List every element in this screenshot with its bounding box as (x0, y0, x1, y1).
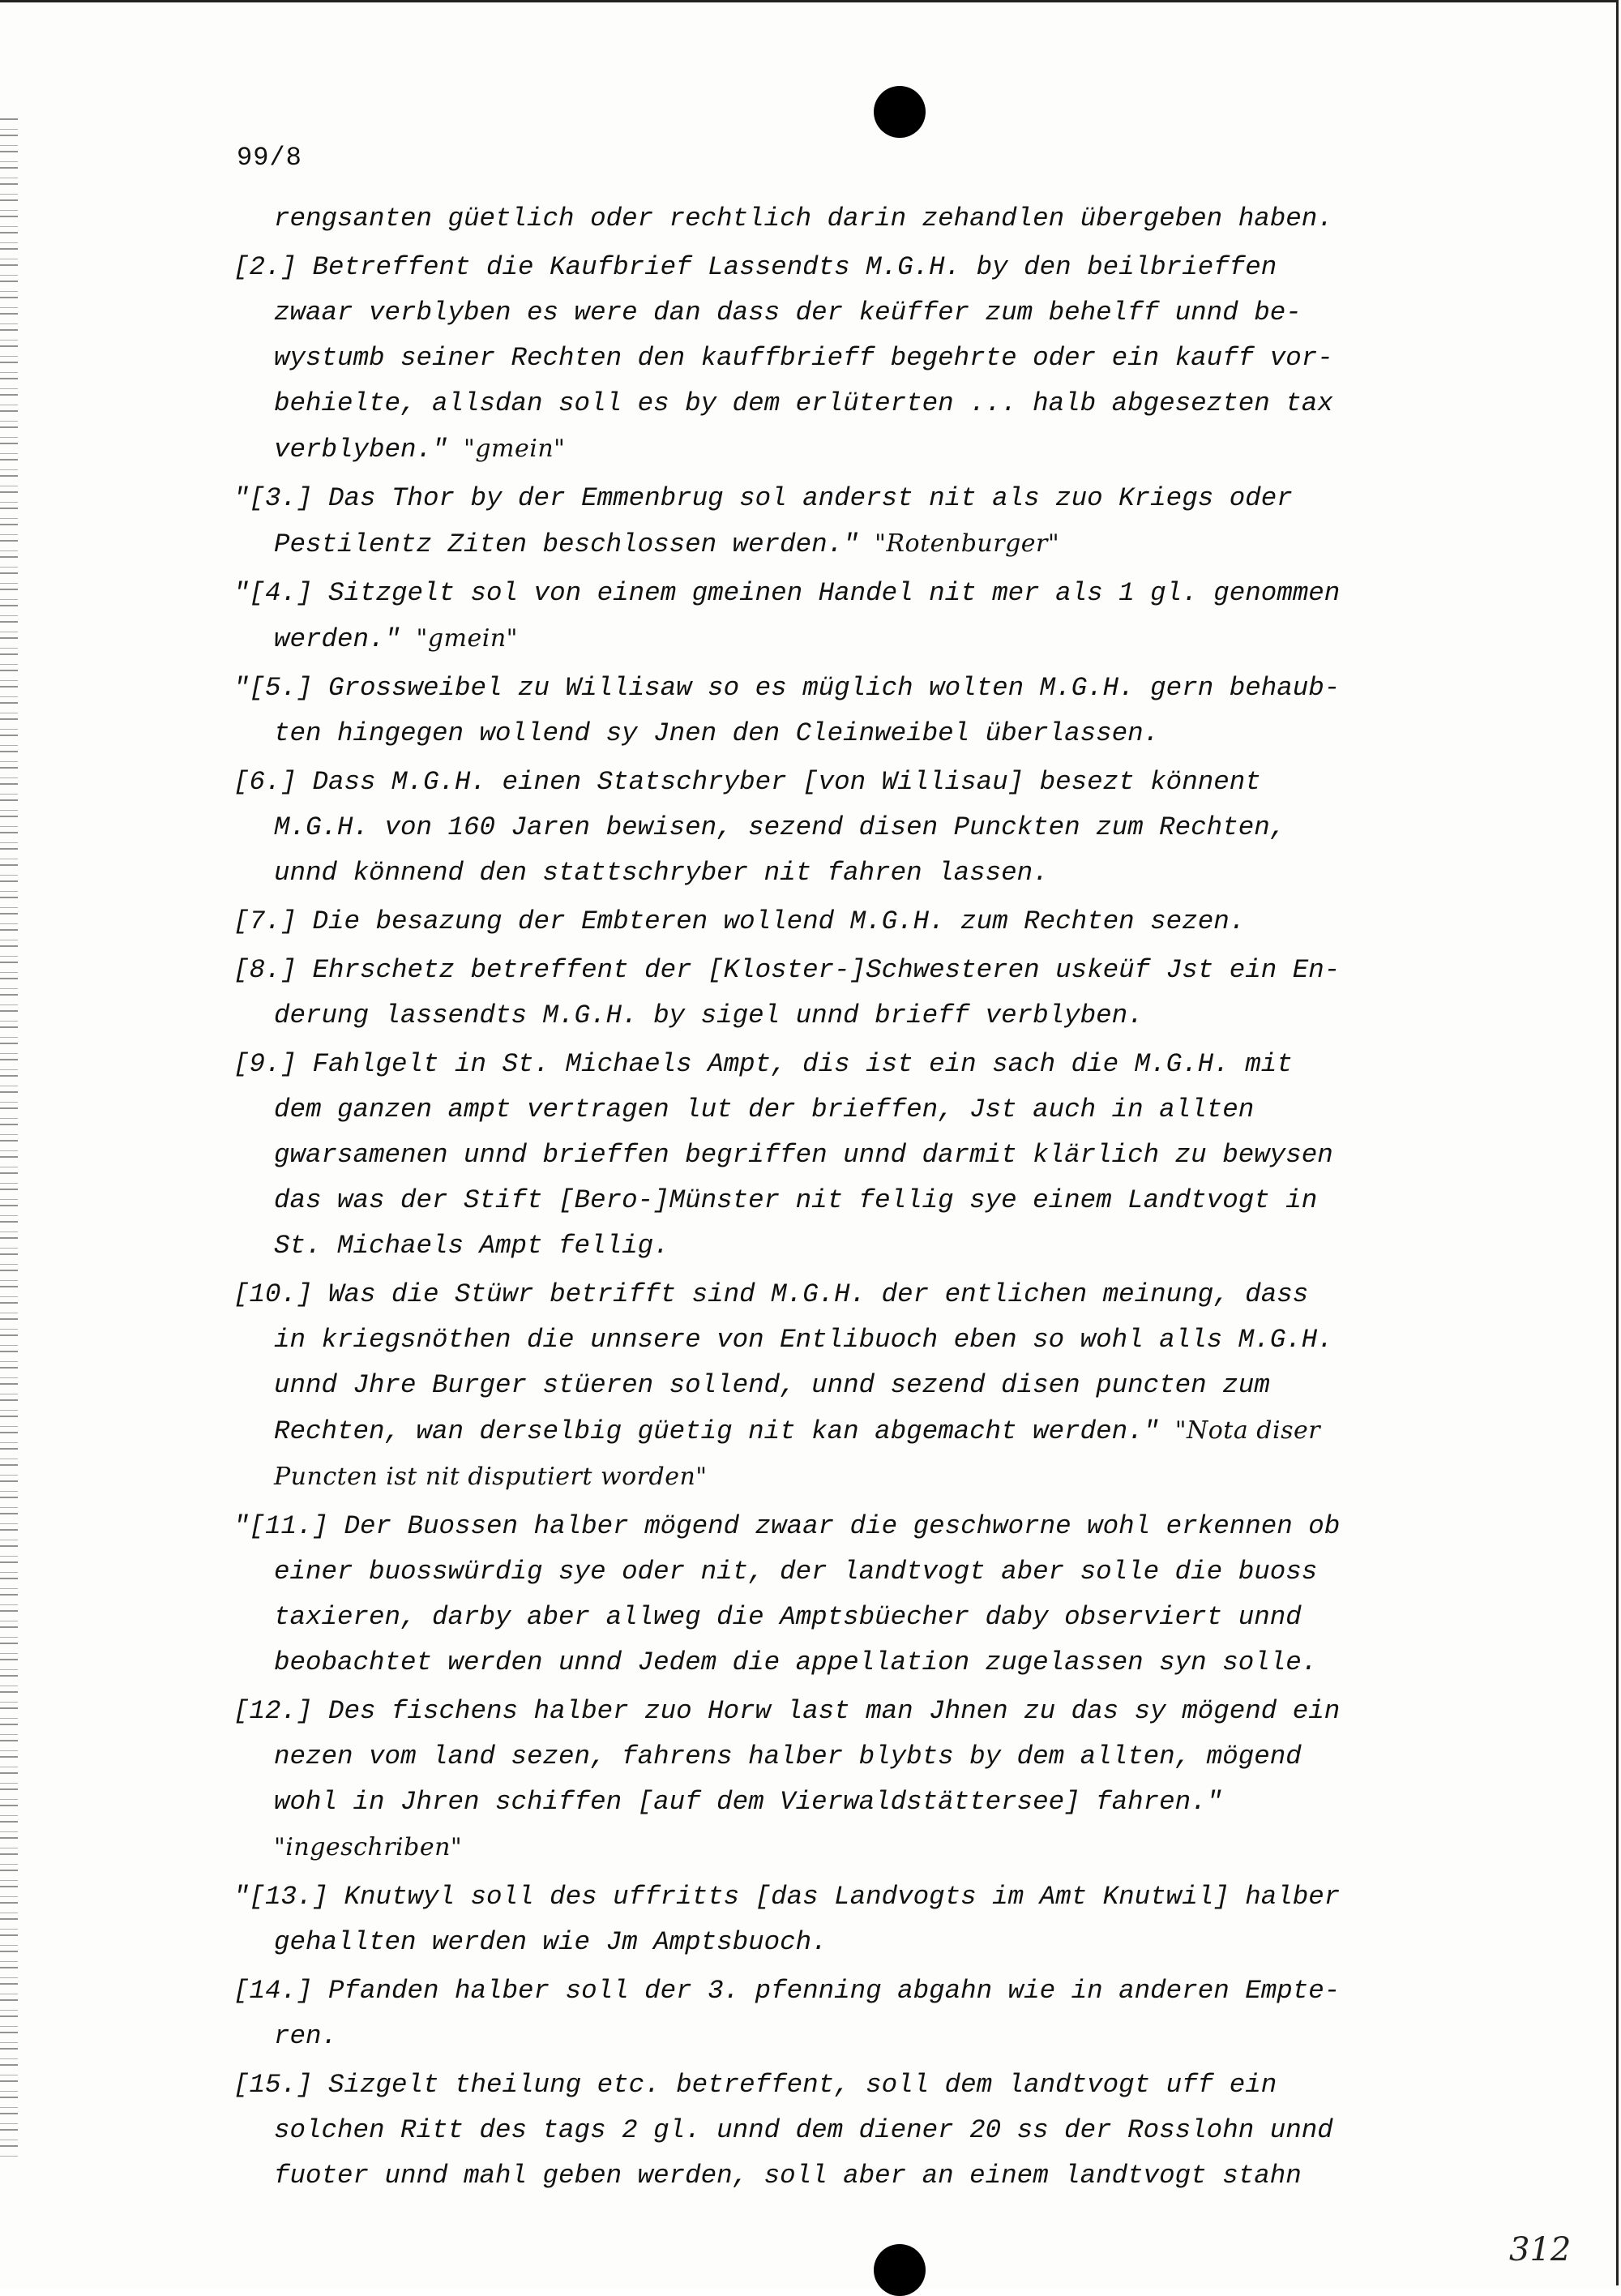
page-reference: 99/8 (237, 143, 302, 173)
paragraph-5: "[5.] Grossweibel zu Willisaw so es müglich wolten M.G.H. gern behaub- ten hingegen wollend sy Jnen den Cleinweibel überlassen. (233, 673, 1341, 748)
paragraph-7: [7.] Die besazung der Embteren wollend M.G.H. zum Rechten sezen. (233, 906, 1246, 936)
margin-note: "gmein" (464, 435, 566, 463)
paragraph-1: rengsanten güetlich oder rechtlich darin zehandlen übergeben haben. (274, 203, 1333, 233)
punch-hole-top (874, 86, 926, 138)
paragraph-2: [2.] Betreffent die Kaufbrief Lassendts M.G.H. by den beilbrieffen zwaar verblyben es were dan dass der keüffer zum behelff unnd be- wystumb seiner Rechten den kauffbrieff begehrte oder ein kauff vor- behielte, allsdan soll es by dem erlüterten ... halb abgesezten tax verblyben." "gmein" (233, 252, 1333, 465)
paragraph-3: "[3.] Das Thor by der Emmenbrug sol anderst nit als zuo Kriegs oder Pestilentz Ziten beschlossen werden." "Rotenburger" (233, 483, 1293, 559)
margin-note: "Rotenburger" (875, 529, 1060, 558)
paragraph-14: [14.] Pfanden halber soll der 3. pfenning abgahn wie in anderen Empte- ren. (233, 1976, 1341, 2051)
margin-note: "gmein" (416, 624, 518, 653)
paragraph-8: [8.] Ehrschetz betreffent der [Kloster-]Schwesteren uskeüf Jst ein En- derung lassendts M.G.H. by sigel unnd brieff verblyben. (233, 955, 1341, 1030)
paragraph-11: "[11.] Der Buossen halber mögend zwaar die geschworne wohl erkennen ob einer buosswürdig sye oder nit, der landtvogt aber solle die buoss taxieren, darby aber allweg die Amptsbüecher daby observiert unnd beobachtet werden unnd Jedem die appellation zugelassen syn solle. (233, 1511, 1341, 1677)
margin-note: "Nota diser Puncten ist nit disputiert worden" (274, 1416, 1321, 1491)
transcription-body (233, 196, 1482, 2202)
paragraph-6: [6.] Dass M.G.H. einen Statschryber [von Willisau] besezt könnent M.G.H. von 160 Jaren bewisen, sezend disen Punckten zum Rechten, unnd könnend den stattschryber nit fahren lassen. (233, 767, 1286, 888)
binding-margin (0, 114, 18, 2157)
paragraph-15: [15.] Sizgelt theilung etc. betreffent, soll dem landtvogt uff ein solchen Ritt des tags 2 gl. unnd dem diener 20 ss der Rosslohn unnd fuoter unnd mahl geben werden, soll aber an einem landtvogt stahn (233, 2070, 1333, 2191)
folio-number: 312 (1509, 2231, 1572, 2268)
paragraph-12: [12.] Des fischens halber zuo Horw last man Jhnen zu das sy mögend ein nezen vom land sezen, fahrens halber blybts by dem allten, mögend wohl in Jhren schiffen [auf dem Vierwaldstättersee] fahren." "ingeschriben" (233, 1696, 1341, 1861)
paragraph-13: "[13.] Knutwyl soll des uffritts [das Landvogts im Amt Knutwil] halber gehallten werden wie Jm Amptsbuoch. (233, 1882, 1341, 1957)
margin-note: "ingeschriben" (274, 1833, 463, 1861)
paragraph-10: [10.] Was die Stüwr betrifft sind M.G.H. der entlichen meinung, dass in kriegsnöthen die unnsere von Entlibuoch eben so wohl alls M.G.H. unnd Jhre Burger stüeren sollend, unnd sezend disen puncten zum Rechten, wan derselbig güetig nit kan abgemacht werden." "Nota diser Puncten ist nit disputiert worden" (233, 1279, 1333, 1491)
paragraph-9: [9.] Fahlgelt in St. Michaels Ampt, dis ist ein sach die M.G.H. mit dem ganzen ampt vertragen lut der brieffen, Jst auch in allten gwarsamenen unnd brieffen begriffen unnd darmit klärlich zu bewysen das was der Stift [Bero-]Münster nit fellig sye einem Landtvogt in St. Michaels Ampt fellig. (233, 1049, 1333, 1261)
paragraph-4: "[4.] Sitzgelt sol von einem gmeinen Handel nit mer als 1 gl. genommen werden." "gmein" (233, 578, 1341, 654)
punch-hole-bottom (874, 2244, 926, 2296)
